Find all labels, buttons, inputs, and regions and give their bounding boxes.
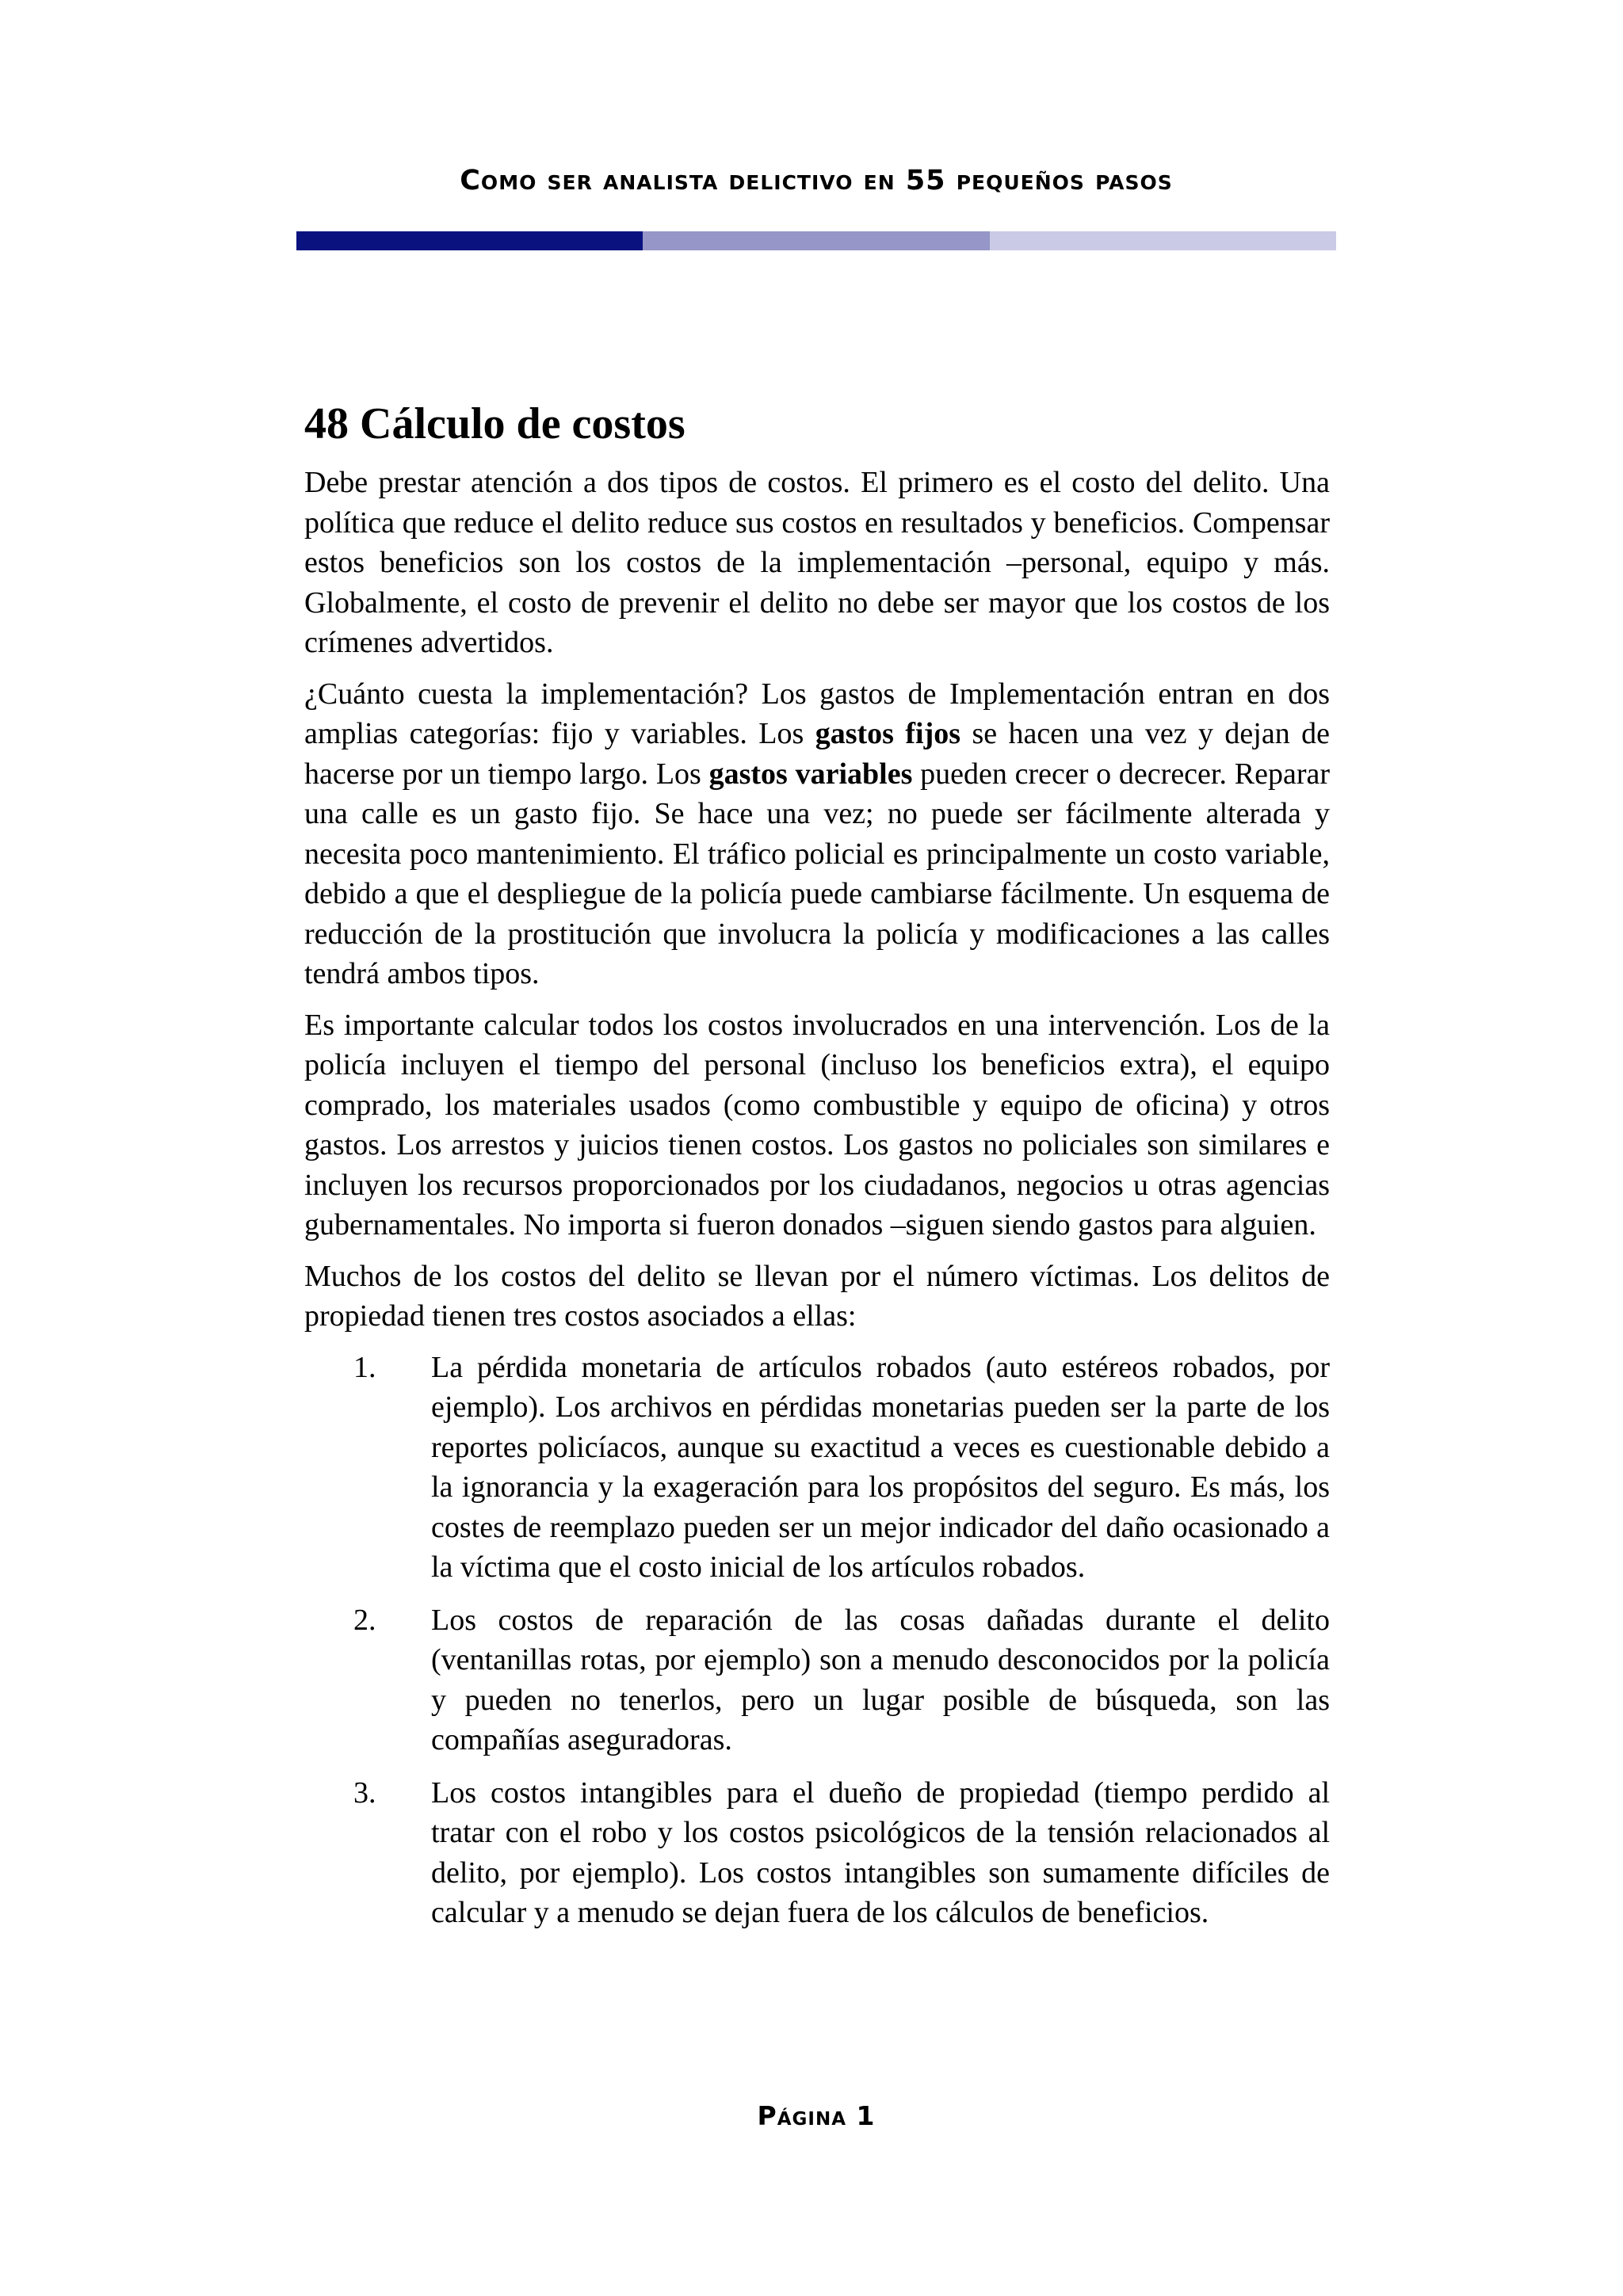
header-color-bar [296,231,1336,250]
paragraph-4: Muchos de los costos del delito se llevan por el número víctimas. Los delitos de propiedad tienen tres costos asociados a ellas: [304,1259,1330,1333]
paragraph-2-text-a: ¿Cuánto cuesta la implementación? Los gastos de Implementación entran en dos amplias categorías: fijo y variables. Los [304,677,1330,750]
list-item-number: 2. [353,1603,376,1637]
list-item-number: 3. [353,1775,376,1810]
header-bar-segment-light [990,231,1336,250]
header-bar-segment-dark [296,231,643,250]
list-item-text: Los costos intangibles para el dueño de propiedad (tiempo perdido al tratar con el robo y los costos psicológicos de la tensión relacionados al delito, por ejemplo). Los costos intangibles son sumamente difíciles de calcular y a menudo se dejan fuera de los cálculos de beneficios. [431,1775,1330,1929]
running-header: Como ser analista delictivo en 55 pequeños pasos [460,165,1173,196]
term-gastos-fijos: gastos fijos [815,717,961,750]
header-bar-segment-mid [643,231,989,250]
list-item [304,1348,1330,1588]
list-item-number: 1. [353,1350,376,1384]
section-title: 48 Cálculo de costos [304,399,685,448]
paragraph-2 [304,674,1330,994]
term-gastos-variables: gastos variables [708,757,913,791]
list-item-text: La pérdida monetaria de artículos robados (auto estéreos robados, por ejemplo). Los archivos en pérdidas monetarias pueden ser la parte de los reportes policíacos, aunque su exactitud a veces es cuestionable debido a la ignorancia y la exageración para los propósitos del seguro. Es más, los costes de reemplazo pueden ser un mejor indicador del daño ocasionado a la víctima que el costo inicial de los artículos robados. [431,1350,1330,1584]
paragraph-2-text-c: se hacen una vez y dejan de hacerse por un tiempo largo. Los [304,717,1331,791]
numbered-list [304,1348,1330,1933]
list-item [304,1773,1330,1933]
paragraph-2-text-d: pueden crecer o decrecer. Reparar una calle es un gasto fijo. Se hace una vez; no puede ser fácilmente alterada y necesita poco mantenimiento. El tráfico policial es principalmente un costo variable, debido a que el despliegue de la policía puede cambiarse fácilmente. Un esquema de reducción de la prostitución que involucra la policía y modificaciones a las calles tendrá ambos tipos. [304,757,1330,990]
document-body [304,396,1330,1946]
paragraph-3: Es importante calcular todos los costos involucrados en una intervención. Los de la policía incluyen el tiempo del personal (incluso los beneficios extra), el equipo comprado, los materiales usados (como combustible y equipo de oficina) y otros gastos. Los arrestos y juicios tienen costos. Los gastos no policiales son similares e incluyen los recursos proporcionados por los ciudadanos, negocios u otras agencias gubernamentales. No importa si fueron donados –siguen siendo gastos para alguien. [304,1008,1330,1241]
list-item [304,1600,1330,1760]
list-item-text: Los costos de reparación de las cosas dañadas durante el delito (ventanillas rotas, por ejemplo) son a menudo desconocidos por la policía y pueden no tenerlos, pero un lugar posible de búsqueda, son las compañías aseguradoras. [431,1603,1330,1756]
paragraph-1: Debe prestar atención a dos tipos de costos. El primero es el costo del delito. Una política que reduce el delito reduce sus costos en resultados y beneficios. Compensar estos beneficios son los costos de la implementación –personal, equipo y más. Globalmente, el costo de prevenir el delito no debe ser mayor que los costos de los crímenes advertidos. [304,466,1330,659]
page-footer: Página 1 [757,2100,876,2131]
